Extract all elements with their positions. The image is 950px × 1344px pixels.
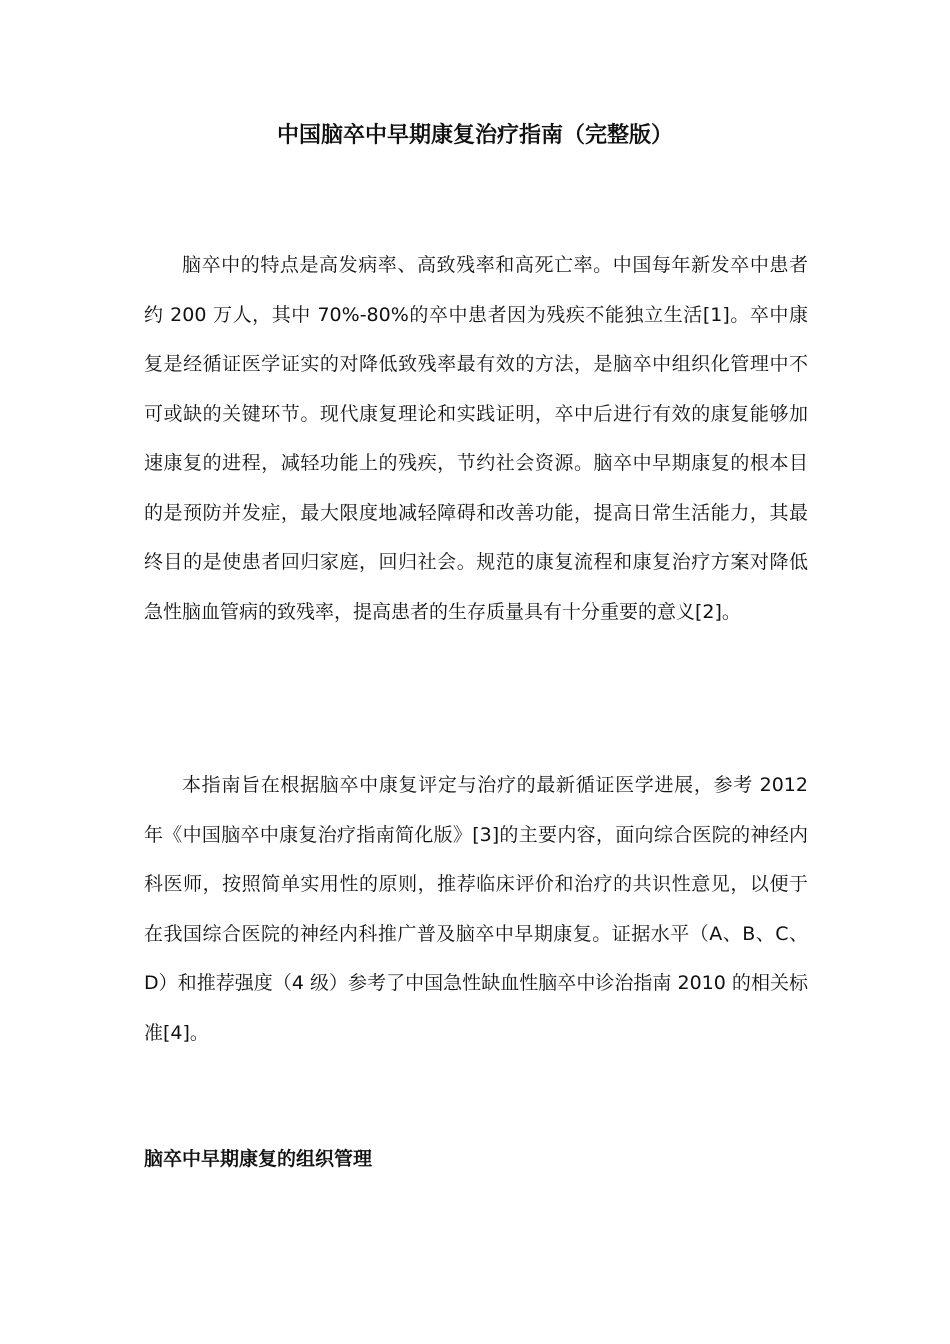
paragraph-guideline-scope: 本指南旨在根据脑卒中康复评定与治疗的最新循证医学进展，参考 2012 年《中国脑卒中康复治疗指南简化版》[3]的主要内容，面向综合医院的神经内科医师，按照简单实用性的原则，推荐临床评价和治疗的共识性意见，以便于在我国综合医院的神经内科推广普及脑卒中早期康复。证据水平（A、B、C、D）和推荐强度（4 级）参考了中国急性缺血性脑卒中诊治指南 2010 的相关标准[4]。 <box>144 774 808 1044</box>
document-title: 中国脑卒中早期康复治疗指南（完整版） <box>276 123 673 148</box>
section-heading: 脑卒中早期康复的组织管理 <box>144 1148 373 1170</box>
paragraph-intro: 脑卒中的特点是高发病率、高致残率和高死亡率。中国每年新发卒中患者约 200 万人，其中 70%-80%的卒中患者因为残疾不能独立生活[1]。卒中康复是经循证医学证实的对降低致残率最有效的方法，是脑卒中组织化管理中不可或缺的关键环节。现代康复理论和实践证明，卒中后进行有效的康复能够加速康复的进程，减轻功能上的残疾，节约社会资源。脑卒中早期康复的根本目的是预防并发症，最大限度地减轻障碍和改善功能，提高日常生活能力，其最终目的是使患者回归家庭，回归社会。规范的康复流程和康复治疗方案对降低急性脑血管病的致残率，提高患者的生存质量具有十分重要的意义[2]。 <box>144 254 808 623</box>
